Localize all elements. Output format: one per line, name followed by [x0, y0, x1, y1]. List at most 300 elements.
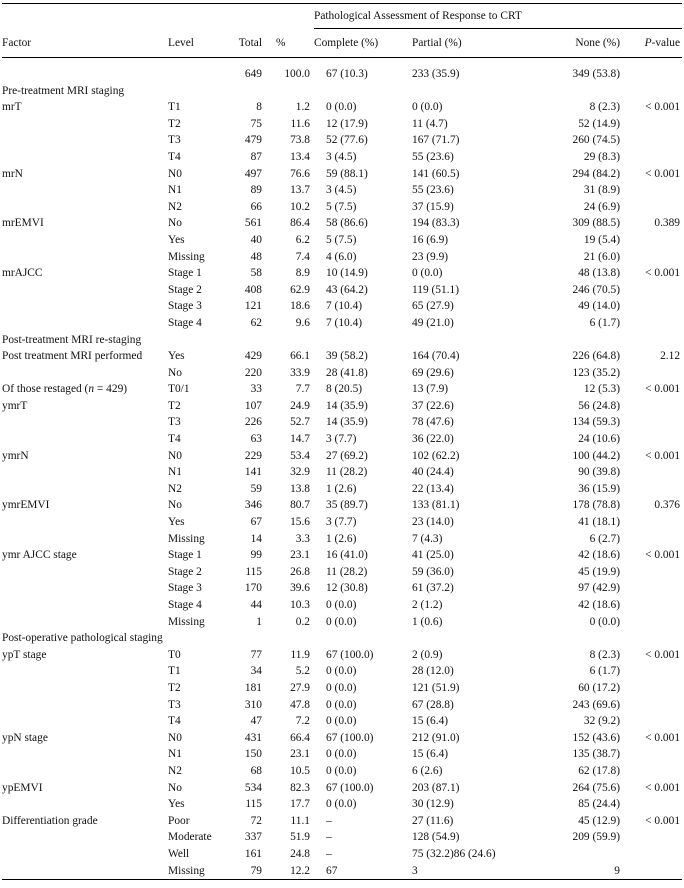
- pvalue-cell: [624, 66, 682, 83]
- total-cell: 181: [244, 681, 262, 694]
- complete-cell: 52 (77.6): [326, 134, 368, 147]
- factor-cell: ymr AJCC stage: [2, 549, 77, 562]
- factor-cell: ypN stage: [2, 731, 48, 744]
- factor-cell: [2, 199, 168, 216]
- complete-cell: 67 (100.0): [326, 648, 374, 661]
- table-row: [2, 381, 682, 398]
- partial-cell: 69 (29.6): [412, 366, 454, 379]
- factor-cell: [2, 132, 168, 149]
- table-row: [2, 249, 682, 266]
- percent-cell: 23.1: [290, 748, 310, 761]
- section-title: Pre-treatment MRI staging: [2, 84, 125, 97]
- partial-cell: 37 (15.9): [412, 200, 454, 213]
- level-cell: Stage 4: [168, 316, 202, 329]
- level-cell: N0: [168, 449, 182, 462]
- complete-cell: 1 (2.6): [326, 482, 357, 495]
- level-cell: Stage 1: [168, 267, 202, 280]
- none-cell: 260 (74.5): [572, 134, 620, 147]
- partial-cell: 67 (28.8): [412, 698, 454, 711]
- percent-cell: 66.1: [290, 350, 310, 363]
- none-cell: 8 (2.3): [589, 648, 620, 661]
- level-cell: N1: [168, 466, 182, 479]
- none-cell: 246 (70.5): [572, 283, 620, 296]
- none-cell: 41 (18.1): [578, 516, 620, 529]
- table-row: [2, 431, 682, 448]
- factor-cell: [2, 796, 168, 813]
- total-cell: 115: [245, 798, 262, 811]
- complete-cell: 35 (89.7): [326, 499, 368, 512]
- total-cell: 67: [250, 516, 262, 529]
- total-cell: 68: [250, 764, 262, 777]
- none-cell: 31 (8.9): [583, 184, 620, 197]
- table-row: [2, 531, 682, 548]
- pvalue-cell: [624, 863, 682, 880]
- pvalue-cell: [624, 116, 682, 133]
- none-cell: 85 (24.4): [578, 798, 620, 811]
- none-cell: 6 (1.7): [589, 665, 620, 678]
- none-cell: 6 (2.7): [589, 532, 620, 545]
- level-cell: Well: [168, 847, 190, 860]
- complete-cell: 3 (4.5): [326, 150, 357, 163]
- pvalue-cell: [624, 614, 682, 631]
- none-cell: 62 (17.8): [578, 764, 620, 777]
- level-cell: T3: [168, 698, 181, 711]
- percent-cell: 3.3: [295, 532, 310, 545]
- level-cell: No: [168, 781, 182, 794]
- percent-cell: 23.1: [290, 549, 310, 562]
- percent-cell: 26.8: [290, 565, 310, 578]
- pvalue-cell: < 0.001: [645, 648, 681, 661]
- level-cell: N2: [168, 482, 182, 495]
- total-cell: 1: [256, 615, 262, 628]
- percent-cell: 52.7: [290, 416, 310, 429]
- partial-cell: 22 (13.4): [412, 482, 454, 495]
- percent-cell: 86.4: [290, 217, 310, 230]
- table-row: [2, 414, 682, 431]
- factor-cell: [2, 182, 168, 199]
- level-cell: T3: [168, 416, 181, 429]
- total-cell: 346: [244, 499, 262, 512]
- percent-cell: 8.9: [295, 267, 310, 280]
- total-cell: 431: [244, 731, 262, 744]
- total-cell: 58: [250, 267, 262, 280]
- pvalue-cell: 0.389: [654, 217, 681, 230]
- none-cell: 29 (8.3): [583, 150, 620, 163]
- pvalue-cell: < 0.001: [645, 449, 681, 462]
- pvalue-cell: [624, 199, 682, 216]
- total-cell: 8: [256, 101, 262, 114]
- total-cell: 107: [244, 399, 262, 412]
- partial-cell: 212 (91.0): [412, 731, 460, 744]
- level-cell: N2: [168, 200, 182, 213]
- level-cell: Yes: [168, 233, 185, 246]
- total-cell: 161: [244, 847, 262, 860]
- percent-cell: 5.2: [295, 665, 310, 678]
- none-cell: 32 (9.2): [583, 715, 620, 728]
- partial-cell: 15 (6.4): [412, 715, 449, 728]
- partial-cell: 194 (83.3): [412, 217, 460, 230]
- complete-cell: 0 (0.0): [326, 764, 357, 777]
- total-cell: 77: [250, 648, 262, 661]
- total-cell: 14: [250, 532, 262, 545]
- total-cell: 121: [244, 300, 262, 313]
- factor-cell: [2, 249, 168, 266]
- partial-cell: 0 (0.0): [412, 267, 443, 280]
- none-cell: 12 (5.3): [583, 383, 620, 396]
- table-row: [2, 497, 682, 514]
- col-total: Total: [226, 29, 262, 58]
- pvalue-cell: 0.376: [654, 499, 681, 512]
- percent-cell: 66.4: [290, 731, 310, 744]
- level-cell: T1: [168, 665, 181, 678]
- partial-cell: 23 (14.0): [412, 516, 454, 529]
- complete-cell: 0 (0.0): [326, 715, 357, 728]
- percent-cell: 100.0: [284, 68, 310, 80]
- complete-cell: 43 (64.2): [326, 283, 368, 296]
- group-header: Pathological Assessment of Response to CRT: [314, 4, 682, 29]
- none-cell: 97 (42.9): [578, 582, 620, 595]
- partial-cell: 3: [412, 863, 536, 880]
- partial-cell: 233 (35.9): [412, 68, 460, 80]
- none-cell: 48 (13.8): [578, 267, 620, 280]
- none-cell: 226 (64.8): [572, 350, 620, 363]
- percent-cell: 7.2: [295, 715, 310, 728]
- level-cell: Stage 1: [168, 549, 202, 562]
- percent-cell: 27.9: [290, 681, 310, 694]
- partial-cell: 37 (22.6): [412, 399, 454, 412]
- factor-cell: [2, 116, 168, 133]
- level-cell: T2: [168, 399, 181, 412]
- total-cell: 226: [244, 416, 262, 429]
- level-cell: Yes: [168, 798, 185, 811]
- col-pvalue-p: P: [644, 37, 652, 49]
- table-row: [2, 514, 682, 531]
- none-cell: 134 (59.3): [572, 416, 620, 429]
- table-row: [2, 697, 682, 714]
- pvalue-cell: < 0.001: [645, 781, 681, 794]
- pvalue-cell: [624, 796, 682, 813]
- level-cell: Missing: [168, 532, 205, 545]
- table-row: [2, 116, 682, 133]
- total-cell: 33: [250, 383, 262, 396]
- table-row: [2, 166, 682, 183]
- complete-cell: 67: [314, 863, 412, 880]
- percent-cell: 10.3: [290, 599, 310, 611]
- pvalue-cell: [624, 315, 682, 332]
- complete-cell: 0 (0.0): [326, 698, 357, 711]
- level-cell: Missing: [168, 863, 226, 880]
- table-row: [2, 315, 682, 332]
- total-cell: 72: [250, 814, 262, 827]
- table-row: [2, 564, 682, 581]
- table-row: [2, 132, 682, 149]
- none-cell: 60 (17.2): [578, 681, 620, 694]
- section-row: [2, 332, 682, 349]
- factor-cell: [2, 514, 168, 531]
- none-cell: 45 (12.9): [578, 814, 620, 827]
- total-cell: 429: [244, 350, 262, 363]
- percent-cell: 13.4: [290, 150, 310, 163]
- table-row: [2, 464, 682, 481]
- complete-cell: 10 (14.9): [326, 267, 368, 280]
- complete-cell: 3 (4.5): [326, 184, 357, 197]
- factor-cell: [2, 614, 168, 631]
- factor-cell: [2, 481, 168, 498]
- partial-cell: 30 (12.9): [412, 798, 454, 811]
- level-cell: N2: [168, 764, 182, 777]
- none-cell: 42 (18.6): [578, 599, 620, 611]
- col-none: None (%): [536, 29, 624, 58]
- pvalue-cell: < 0.001: [645, 383, 681, 396]
- total-cell: 337: [244, 831, 262, 844]
- total-cell: 408: [244, 283, 262, 296]
- pvalue-cell: [624, 232, 682, 249]
- total-cell: 310: [244, 698, 262, 711]
- complete-cell: 12 (30.8): [326, 582, 368, 595]
- partial-cell: 1 (0.6): [412, 615, 443, 628]
- partial-cell: 2 (0.9): [412, 648, 443, 661]
- table-row: [2, 680, 682, 697]
- factor-cell: [2, 763, 168, 780]
- level-cell: N1: [168, 748, 182, 761]
- complete-cell: 1 (2.6): [326, 532, 357, 545]
- percent-cell: 51.9: [290, 831, 310, 844]
- total-cell: 229: [244, 449, 262, 462]
- pvalue-cell: [624, 132, 682, 149]
- total-cell: 87: [250, 150, 262, 163]
- none-cell: 0 (0.0): [589, 615, 620, 628]
- level-cell: T4: [168, 150, 181, 163]
- none-cell: 24 (6.9): [583, 200, 620, 213]
- col-factor: Factor: [2, 29, 168, 58]
- none-cell: 209 (59.9): [572, 831, 620, 844]
- pvalue-cell: < 0.001: [645, 167, 681, 180]
- partial-cell: 141 (60.5): [412, 167, 460, 180]
- complete-cell: 39 (58.2): [326, 350, 368, 363]
- complete-cell: 59 (88.1): [326, 167, 368, 180]
- table-row: [2, 663, 682, 680]
- factor-cell: [2, 580, 168, 597]
- table-row: [2, 614, 682, 631]
- pvalue-cell: [624, 597, 682, 614]
- total-cell: 34: [250, 665, 262, 678]
- complete-cell: 11 (28.2): [326, 466, 368, 479]
- percent-cell: 82.3: [290, 781, 310, 794]
- pvalue-cell: [624, 580, 682, 597]
- level-cell: Stage 3: [168, 582, 202, 595]
- pvalue-cell: [624, 763, 682, 780]
- level-cell: Yes: [168, 350, 185, 363]
- factor-cell: [2, 149, 168, 166]
- table-body: [2, 66, 682, 880]
- none-cell: 9: [536, 863, 624, 880]
- none-cell: 264 (75.6): [572, 781, 620, 794]
- level-cell: N1: [168, 184, 182, 197]
- table-row: [2, 298, 682, 315]
- total-cell: 99: [250, 549, 262, 562]
- table-row: [2, 547, 682, 564]
- level-cell: T3: [168, 134, 181, 147]
- percent-cell: 14.7: [290, 433, 310, 446]
- factor-cell: [2, 564, 168, 581]
- none-cell: 8 (2.3): [589, 101, 620, 114]
- pvalue-cell: [624, 713, 682, 730]
- total-cell: 63: [250, 433, 262, 446]
- partial-cell: 55 (23.6): [412, 184, 454, 197]
- percent-cell: 7.4: [295, 250, 310, 263]
- partial-cell: 55 (23.6): [412, 150, 454, 163]
- level-cell: Missing: [168, 250, 205, 263]
- pvalue-cell: [624, 514, 682, 531]
- complete-cell: 28 (41.8): [326, 366, 368, 379]
- percent-cell: 1.2: [295, 101, 310, 114]
- total-cell: 47: [250, 715, 262, 728]
- level-cell: Stage 4: [168, 599, 202, 611]
- level-cell: T4: [168, 715, 181, 728]
- percent-cell: 10.2: [290, 200, 310, 213]
- none-cell: 178 (78.8): [572, 499, 620, 512]
- percent-cell: 76.6: [290, 167, 310, 180]
- table-row: [2, 215, 682, 232]
- factor-cell: [2, 232, 168, 249]
- partial-cell: 2 (1.2): [412, 599, 443, 611]
- partial-cell: 11 (4.7): [412, 117, 448, 130]
- partial-cell: 164 (70.4): [412, 350, 460, 363]
- none-cell: [536, 846, 624, 863]
- level-cell: Poor: [168, 814, 190, 827]
- complete-cell: 3 (7.7): [326, 433, 357, 446]
- complete-cell: 11 (28.2): [326, 565, 368, 578]
- total-cell: 534: [244, 781, 262, 794]
- table-row: [2, 746, 682, 763]
- partial-cell: 36 (22.0): [412, 433, 454, 446]
- complete-cell: 14 (35.9): [326, 399, 368, 412]
- partial-cell: 7 (4.3): [412, 532, 443, 545]
- total-cell: 44: [250, 599, 262, 611]
- partial-cell: 133 (81.1): [412, 499, 460, 512]
- pvalue-cell: < 0.001: [645, 267, 681, 280]
- pvalue-cell: 2.12: [660, 350, 681, 363]
- total-cell: 48: [250, 250, 262, 263]
- table-row: [2, 481, 682, 498]
- level-cell: Missing: [168, 615, 205, 628]
- table-row: [2, 265, 682, 282]
- level-cell: T0/1: [168, 383, 190, 396]
- pvalue-cell: [624, 182, 682, 199]
- partial-cell: 0 (0.0): [412, 101, 443, 114]
- level-cell: T2: [168, 681, 181, 694]
- section-title: Post-treatment MRI re-staging: [2, 333, 142, 346]
- level-cell: No: [168, 366, 182, 379]
- complete-cell: 0 (0.0): [326, 101, 357, 114]
- table-row: [2, 66, 682, 83]
- pvalue-cell: [624, 398, 682, 415]
- pvalue-cell: [624, 746, 682, 763]
- pvalue-cell: < 0.001: [645, 814, 681, 827]
- pvalue-cell: [624, 481, 682, 498]
- total-cell: 115: [245, 565, 262, 578]
- pvalue-cell: [624, 697, 682, 714]
- percent-cell: 13.7: [290, 184, 310, 197]
- col-pvalue: P-value: [624, 29, 682, 58]
- pvalue-cell: [624, 464, 682, 481]
- table-row: [2, 796, 682, 813]
- percent-cell: 18.6: [290, 300, 310, 313]
- percent-cell: 6.2: [295, 233, 310, 246]
- percent-cell: 53.4: [290, 449, 310, 462]
- factor-cell: Post treatment MRI performed: [2, 350, 143, 363]
- total-cell: 40: [250, 233, 262, 246]
- factor-cell: [2, 746, 168, 763]
- none-cell: 42 (18.6): [578, 549, 620, 562]
- percent-cell: 17.7: [290, 798, 310, 811]
- percent-cell: 11.9: [290, 648, 310, 661]
- table-row: [2, 348, 682, 365]
- percent-cell: 11.1: [290, 814, 310, 827]
- table-row: [2, 149, 682, 166]
- factor-cell: ymrN: [2, 449, 29, 462]
- factor-cell: [2, 282, 168, 299]
- percent-cell: 73.8: [290, 134, 310, 147]
- table-row: [2, 829, 682, 846]
- partial-cell: 102 (62.2): [412, 449, 460, 462]
- level-cell: [168, 66, 226, 83]
- none-cell: 243 (69.6): [572, 698, 620, 711]
- none-cell: 21 (6.0): [583, 250, 620, 263]
- total-cell: 59: [250, 482, 262, 495]
- none-cell: 49 (14.0): [578, 300, 620, 313]
- percent-cell: 10.5: [290, 764, 310, 777]
- partial-cell: 75 (32.2)86 (24.6): [412, 847, 496, 860]
- factor-cell: Of those restaged (n = 429): [2, 383, 128, 396]
- factor-cell: mrT: [2, 101, 22, 114]
- level-cell: Stage 2: [168, 283, 202, 296]
- level-cell: N0: [168, 167, 182, 180]
- complete-cell: 7 (10.4): [326, 300, 363, 313]
- percent-cell: 11.6: [290, 117, 310, 130]
- complete-cell: 5 (7.5): [326, 233, 357, 246]
- complete-cell: 4 (6.0): [326, 250, 357, 263]
- partial-cell: 121 (51.9): [412, 681, 460, 694]
- pvalue-cell: [624, 829, 682, 846]
- complete-cell: 3 (7.7): [326, 516, 357, 529]
- partial-cell: 41 (25.0): [412, 549, 454, 562]
- pvalue-cell: [624, 414, 682, 431]
- percent-cell: 15.6: [290, 516, 310, 529]
- level-cell: Stage 2: [168, 565, 202, 578]
- partial-cell: 203 (87.1): [412, 781, 460, 794]
- factor-cell: [2, 663, 168, 680]
- partial-cell: 78 (47.6): [412, 416, 454, 429]
- partial-cell: 65 (27.9): [412, 300, 454, 313]
- col-level: Level: [168, 29, 226, 58]
- percent-cell: 32.9: [290, 466, 310, 479]
- pvalue-cell: [624, 249, 682, 266]
- level-cell: N0: [168, 731, 182, 744]
- pvalue-cell: [624, 282, 682, 299]
- none-cell: 6 (1.7): [589, 316, 620, 329]
- level-cell: T4: [168, 433, 181, 446]
- section-title: Post-operative pathological staging: [2, 632, 163, 645]
- complete-cell: 67 (100.0): [326, 731, 374, 744]
- section-row: [2, 630, 682, 647]
- table-row: [2, 647, 682, 664]
- factor-cell: [2, 829, 168, 846]
- factor-cell: [2, 531, 168, 548]
- table-row: [2, 780, 682, 797]
- level-cell: No: [168, 217, 182, 230]
- complete-cell: 0 (0.0): [326, 681, 357, 694]
